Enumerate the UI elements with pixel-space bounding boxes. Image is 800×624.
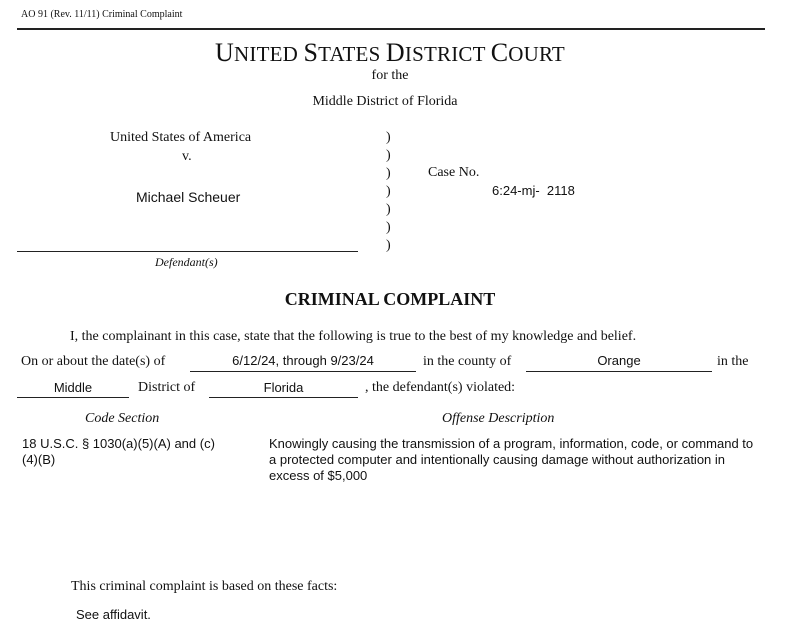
top-rule [17,28,765,30]
code-section-header: Code Section [85,411,160,426]
title-part-3: ISTRICT [404,42,491,66]
paren: ) [386,130,391,145]
case-no-value: 6:24-mj- 2118 [492,183,575,198]
case-no-label: Case No. [428,165,480,180]
district-underline [17,397,129,398]
district-name: Middle District of Florida [312,94,458,109]
district-of-label: District of [138,380,196,395]
court-title [0,38,780,68]
county-underline [526,371,712,372]
versus: v. [182,149,192,164]
paren: ) [386,166,391,181]
form-number: AO 91 (Rev. 11/11) Criminal Complaint [21,9,183,20]
title-cap-s: S [303,38,319,67]
title-cap-c: C [490,38,509,67]
defendant-name: Michael Scheuer [136,189,241,205]
in-county-label: in the county of [423,354,512,369]
paren: ) [386,238,391,253]
title-cap-d: D [385,38,405,67]
county-field: Orange [597,353,641,368]
title-part-2: TATES [318,42,386,66]
paren: ) [386,202,391,217]
facts-text: See affidavit. [76,607,151,622]
facts-intro: This criminal complaint is based on these facts: [71,579,338,594]
state-underline [209,397,358,398]
paren: ) [386,220,391,235]
dates-underline [190,371,416,372]
defendant-rule [17,251,358,252]
paren: ) [386,148,391,163]
offense-description-header: Offense Description [442,411,555,426]
plaintiff: United States of America [110,130,252,145]
title-cap-u: U [215,38,235,67]
complaint-title: CRIMINAL COMPLAINT [284,289,496,309]
violated-label: , the defendant(s) violated: [365,380,516,395]
paren: ) [386,184,391,199]
offense-description-text: Knowingly causing the transmission of a program, information, code, or command to a protected computer and intentionally causing damage without authorization in excess of $5,000 [269,436,754,483]
state-field: Florida [263,380,304,395]
caption-parens [386,129,391,255]
defendant-label: Defendant(s) [155,255,218,269]
district-field: Middle [53,380,93,395]
code-section-text: 18 U.S.C. § 1030(a)(5)(A) and (c)(4)(B) [22,436,215,467]
title-part-1: NITED [234,42,304,66]
on-or-about-label: On or about the date(s) of [21,354,166,369]
in-the-label: in the [717,354,749,369]
title-part-4: OURT [508,42,565,66]
for-the: for the [371,68,409,83]
dates-field: 6/12/24, through 9/23/24 [232,353,374,368]
complaint-statement: I, the complainant in this case, state that the following is true to the best of my knowledge and belief. [70,329,637,344]
